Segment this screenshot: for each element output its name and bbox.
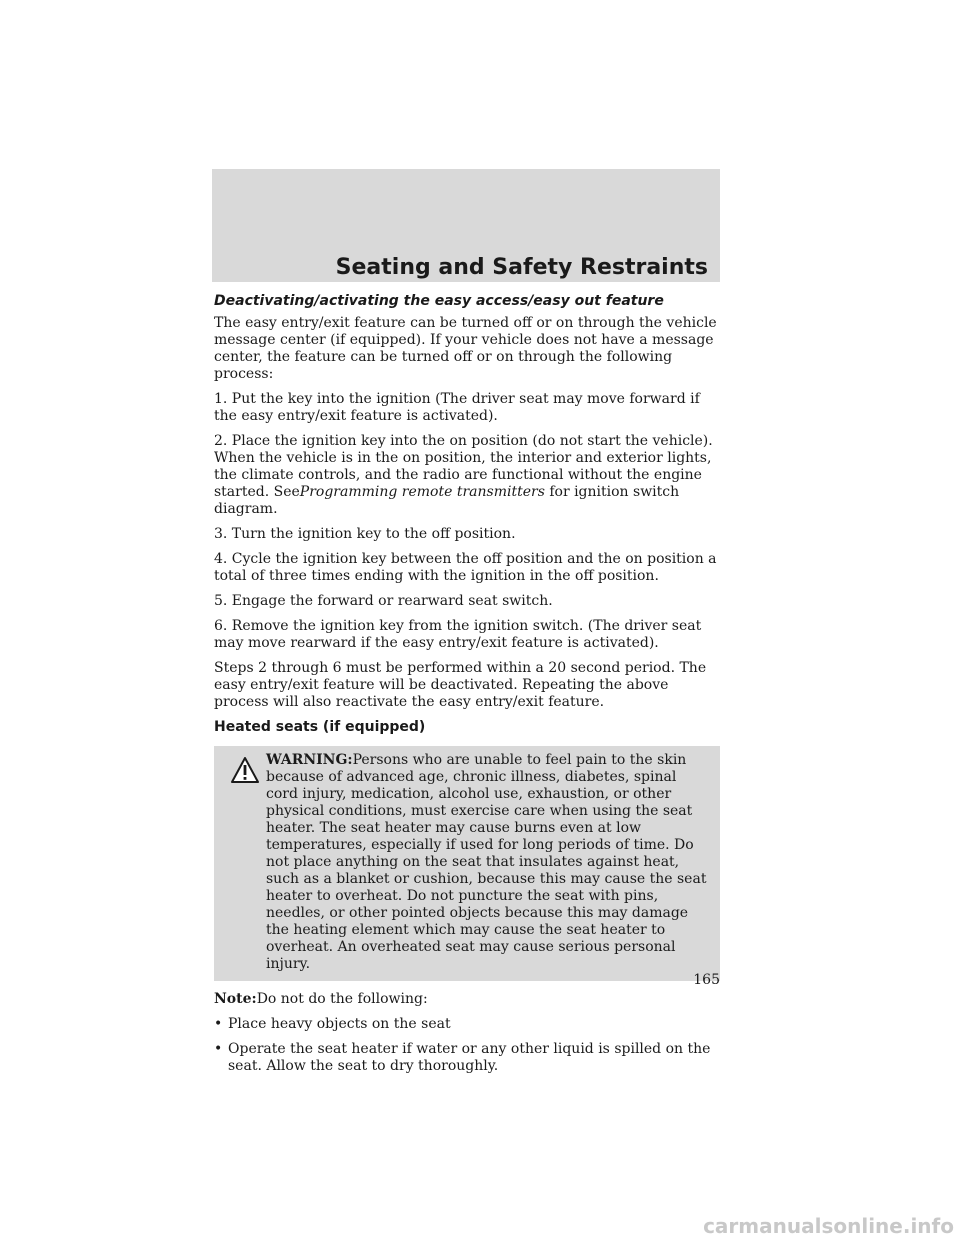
watermark: carmanualsonline.info xyxy=(703,1214,954,1238)
list-item-text: Operate the seat heater if water or any other liquid is spilled on the seat. Allow the seat to dry thoroughly. xyxy=(228,1041,711,1074)
warning-text xyxy=(216,752,712,973)
bullet-glyph: • xyxy=(214,1041,223,1057)
intro-paragraph: The easy entry/exit feature can be turned off or on through the vehicle message center (if equipped). If your vehicle does not have a message center, the feature can be turned off or on through the following process: xyxy=(214,315,717,382)
step-1: 1. Put the key into the ignition (The driver seat may move forward if the easy entry/exit feature is activated). xyxy=(214,391,700,424)
list-item-text: Place heavy objects on the seat xyxy=(228,1016,451,1032)
bullet-glyph: • xyxy=(214,1016,223,1032)
subsection-title: Deactivating/activating the easy access/easy out feature xyxy=(214,293,664,309)
warning-body: Persons who are unable to feel pain to the skin because of advanced age, chronic illness, diabetes, spinal cord injury, medication, alcohol use, exhaustion, or other physical conditions, must exercise care when using the seat heater. The seat heater may cause burns even at low temperatures, especially if used for long periods of time. Do not place anything on the seat that insulates against heat, such as a blanket or cushion, because this may cause the seat heater to overheat. Do not puncture the seat with pins, needles, or other pointed objects because this may damage the heating element which may cause the seat heater to overheat. An overheated seat may cause serious personal injury. xyxy=(266,752,707,972)
note-label: Note: xyxy=(214,991,257,1007)
step-5: 5. Engage the forward or rearward seat switch. xyxy=(214,593,553,609)
warning-triangle-icon xyxy=(230,756,260,784)
section-title: Seating and Safety Restraints xyxy=(335,255,708,280)
warning-box xyxy=(214,746,720,981)
cross-reference-link[interactable]: Programming remote transmitters xyxy=(299,484,545,500)
step-6: 6. Remove the ignition key from the ignition switch. (The driver seat may move rearward if the easy entry/exit feature is activated). xyxy=(214,618,702,651)
step-3: 3. Turn the ignition key to the off position. xyxy=(214,526,516,542)
list-item xyxy=(214,1041,720,1075)
warning-label: WARNING: xyxy=(266,752,353,768)
page-number: 165 xyxy=(693,972,720,988)
section-header-band xyxy=(212,169,720,282)
steps-summary: Steps 2 through 6 must be performed within a 20 second period. The easy entry/exit feature will be deactivated. Repeating the above process will also reactivate the easy entry/exit feature. xyxy=(214,660,707,710)
step-2 xyxy=(214,433,720,518)
step-4: 4. Cycle the ignition key between the off position and the on position a total of three times ending with the ignition in the off position. xyxy=(214,551,717,584)
list-item xyxy=(214,1016,720,1033)
bullet-list xyxy=(214,1016,720,1075)
note-paragraph xyxy=(214,991,720,1008)
page-content xyxy=(214,293,720,1083)
step-2-text: 2. Place the ignition key into the on position (do not start the vehicle). When the vehicle is in the on position, the interior and exterior lights, the climate controls, and the radio are functional without the engine started. See xyxy=(214,433,713,500)
note-text: Do not do the following: xyxy=(256,991,428,1007)
heated-seats-heading: Heated seats (if equipped) xyxy=(214,719,426,735)
step-2-text-after: for ignition switch diagram. xyxy=(214,484,680,517)
